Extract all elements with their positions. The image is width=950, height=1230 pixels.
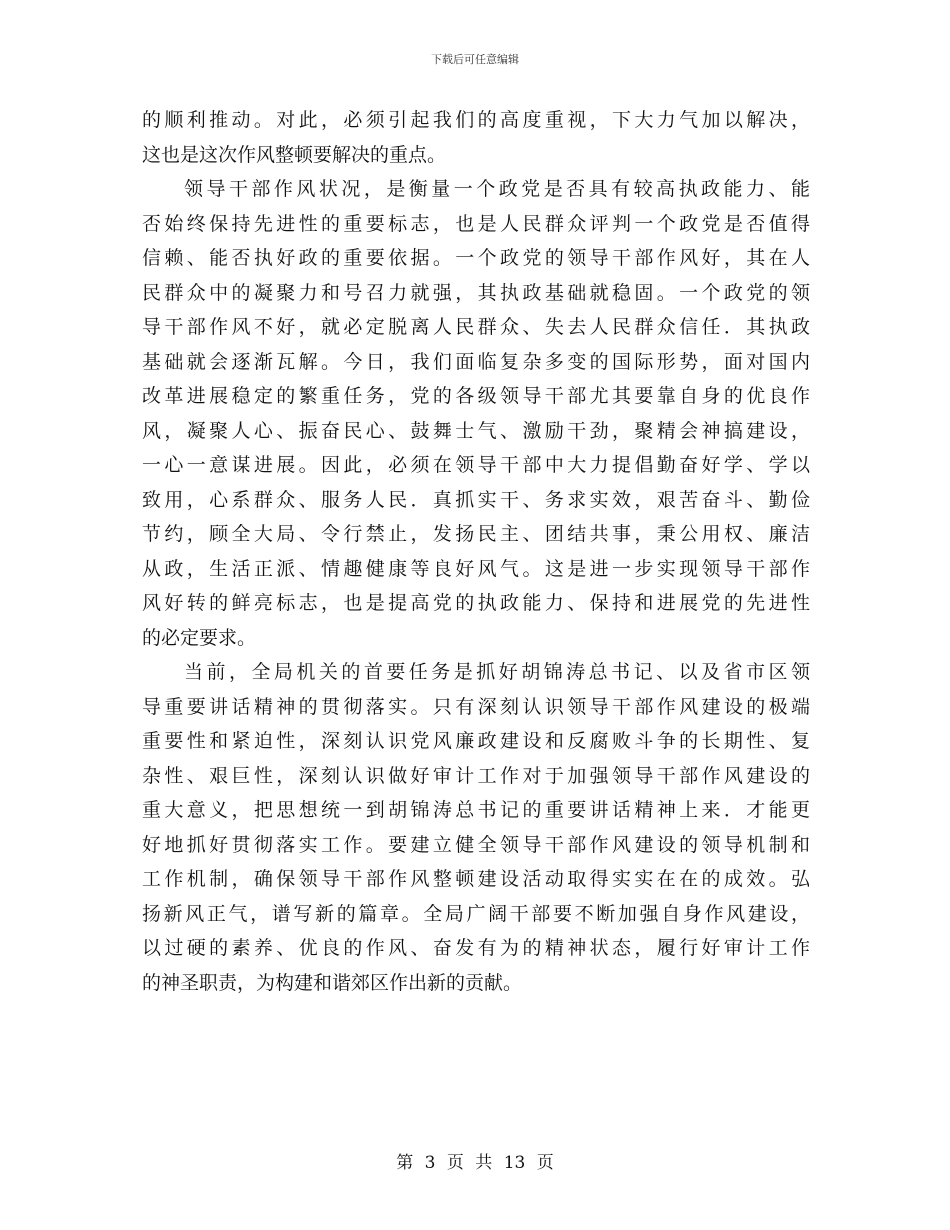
page-number-footer bbox=[0, 1152, 950, 1174]
footer-total-word: 共 bbox=[475, 1153, 493, 1173]
text-line: 否始终保持先进性的重要标志，也是人民群众评判一个政党是否值得 bbox=[142, 212, 810, 235]
text-line: 好地抓好贯彻落实工作。要建立健全领导干部作风建设的领导机制和 bbox=[142, 833, 810, 856]
page-header-note: 下载后可任意编辑 bbox=[431, 53, 519, 66]
current-page-number: 3 bbox=[424, 1153, 436, 1173]
footer-prefix: 第 bbox=[396, 1153, 414, 1173]
text-line: 导重要讲话精神的贯彻落实。只有深刻认识领导干部作风建设的极端 bbox=[142, 695, 810, 718]
text-line: 从政，生活正派、情趣健康等良好风气。这是进一步实现领导干部作 bbox=[142, 557, 810, 580]
text-line: 信赖、能否执好政的重要依据。一个政党的领导干部作风好，其在人 bbox=[142, 247, 810, 269]
text-line: 的神圣职责，为构建和谐郊区作出新的贡献。 bbox=[142, 971, 523, 994]
text-line: 重要性和紧迫性，深刻认识党风廉政建设和反腐败斗争的长期性、复 bbox=[142, 730, 810, 752]
text-line: 当前，全局机关的首要任务是抓好胡锦涛总书记、以及省市区领 bbox=[184, 661, 810, 683]
text-line: 风好转的鲜亮标志，也是提高党的执政能力、保持和进展党的先进性 bbox=[142, 592, 810, 614]
text-line: 导干部作风不好，就必定脱离人民群众、失去人民群众信任．其执政 bbox=[142, 316, 810, 338]
document-body bbox=[142, 103, 810, 1000]
text-line: 的顺利推动。对此，必须引起我们的高度重视，下大力气加以解决， bbox=[142, 109, 810, 131]
text-line: 以过硬的素养、优良的作风、奋发有为的精神状态，履行好审计工作 bbox=[142, 937, 810, 959]
text-line: 杂性、艰巨性，深刻认识做好审计工作对于加强领导干部作风建设的 bbox=[142, 764, 810, 787]
text-line: 扬新风正气，谱写新的篇章。全局广阔干部要不断加强自身作风建设， bbox=[142, 902, 810, 925]
text-line: 改革进展稳定的繁重任务，党的各级领导干部尤其要靠自身的优良作 bbox=[142, 385, 810, 407]
text-line: 领导干部作风状况，是衡量一个政党是否具有较高执政能力、能 bbox=[184, 178, 810, 200]
text-line: 基础就会逐渐瓦解。今日，我们面临复杂多变的国际形势，面对国内 bbox=[142, 350, 810, 373]
footer-page-word: 页 bbox=[446, 1153, 464, 1173]
text-line: 节约，顾全大局、令行禁止，发扬民主、团结共事，秉公用权、廉洁 bbox=[142, 523, 810, 545]
text-line: 民群众中的凝聚力和号召力就强，其执政基础就稳固。一个政党的领 bbox=[142, 281, 810, 304]
total-page-count: 13 bbox=[503, 1153, 526, 1173]
text-line: 重大意义，把思想统一到胡锦涛总书记的重要讲话精神上来．才能更 bbox=[142, 799, 810, 821]
text-line: 工作机制，确保领导干部作风整顿建设活动取得实实在在的成效。弘 bbox=[142, 868, 810, 890]
text-line: 的必定要求。 bbox=[142, 626, 257, 649]
text-line: 一心一意谋进展。因此，必须在领导干部中大力提倡勤奋好学、学以 bbox=[142, 454, 810, 476]
footer-suffix: 页 bbox=[536, 1153, 554, 1173]
text-line: 致用，心系群众、服务人民．真抓实干、务求实效，艰苦奋斗、勤俭 bbox=[142, 488, 810, 511]
text-line: 这也是这次作风整顿要解决的重点。 bbox=[142, 143, 447, 166]
text-line: 风，凝聚人心、振奋民心、鼓舞士气、激励干劲，聚精会神搞建设， bbox=[142, 419, 810, 442]
